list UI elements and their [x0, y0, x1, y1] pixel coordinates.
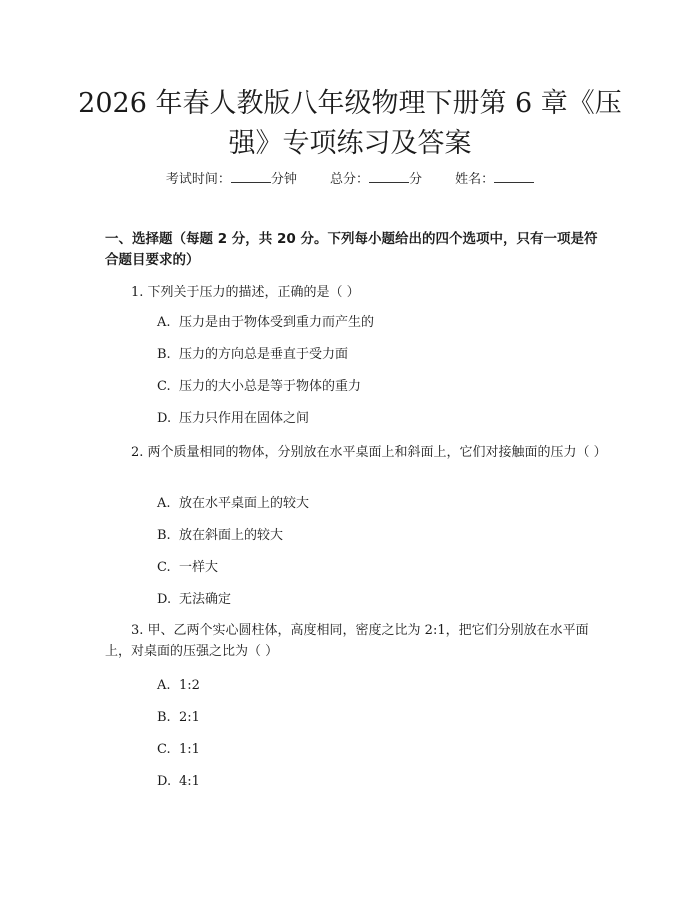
score-label: 总分：: [329, 172, 369, 187]
question-3-option-c: [157, 741, 200, 759]
page-title: 2026 年春人教版八年级物理下册第 6 章《压强》专项练习及答案: [78, 88, 622, 159]
option-text: 放在斜面上的较大: [179, 528, 284, 543]
question-2-option-d: [157, 591, 231, 609]
option-text: 压力只作用在固体之间: [179, 411, 310, 426]
option-text: 1:1: [179, 742, 200, 757]
question-3-stem: 3. 甲、乙两个实心圆柱体，高度相同，密度之比为 2:1，把它们分别放在水平面上，对桌面的压强之比为（ ）: [105, 623, 589, 659]
section-heading: 一、选择题（每题 2 分，共 20 分。下列每小题给出的四个选项中，只有一项是符合题目要求的）: [105, 231, 598, 268]
time-unit: 分钟: [270, 172, 297, 187]
option-letter: D.: [157, 411, 172, 426]
time-blank: [231, 170, 271, 183]
question-2-stem: 2. 两个质量相同的物体，分别放在水平桌面上和斜面上，它们对接触面的压力（ ）: [131, 445, 607, 460]
name-blank: [494, 170, 534, 183]
option-letter: A.: [157, 496, 171, 511]
question-1-option-a: [157, 314, 374, 332]
option-text: 放在水平桌面上的较大: [179, 496, 310, 511]
option-text: 1:2: [179, 678, 200, 693]
option-text: 一样大: [179, 560, 219, 575]
exam-meta: [0, 170, 700, 189]
option-letter: D.: [157, 592, 172, 607]
question-2-option-c: [157, 559, 218, 577]
option-text: 4:1: [179, 774, 200, 789]
question-1-option-c: [157, 378, 361, 396]
question-1-option-d: [157, 410, 309, 428]
option-letter: D.: [157, 774, 172, 789]
option-text: 2:1: [179, 710, 200, 725]
option-letter: B.: [157, 710, 171, 725]
option-text: 压力的大小总是等于物体的重力: [179, 379, 362, 394]
option-letter: C.: [157, 379, 171, 394]
question-2-option-a: [157, 495, 309, 513]
score-unit: 分: [409, 172, 423, 187]
score-blank: [369, 170, 409, 183]
option-text: 压力的方向总是垂直于受力面: [179, 347, 349, 362]
option-letter: B.: [157, 528, 171, 543]
option-text: 压力是由于物体受到重力而产生的: [179, 315, 375, 330]
question-3-option-a: [157, 677, 200, 695]
question-3-option-d: [157, 773, 200, 791]
option-letter: A.: [157, 315, 171, 330]
name-label: 姓名：: [455, 172, 495, 187]
option-text: 无法确定: [179, 592, 232, 607]
question-1-option-b: [157, 346, 348, 364]
option-letter: C.: [157, 742, 171, 757]
option-letter: B.: [157, 347, 171, 362]
question-2-option-b: [157, 527, 283, 545]
option-letter: A.: [157, 678, 171, 693]
time-label: 考试时间：: [165, 172, 231, 187]
option-letter: C.: [157, 560, 171, 575]
question-3-option-b: [157, 709, 200, 727]
question-1-stem: 1. 下列关于压力的描述，正确的是（ ）: [131, 285, 360, 300]
